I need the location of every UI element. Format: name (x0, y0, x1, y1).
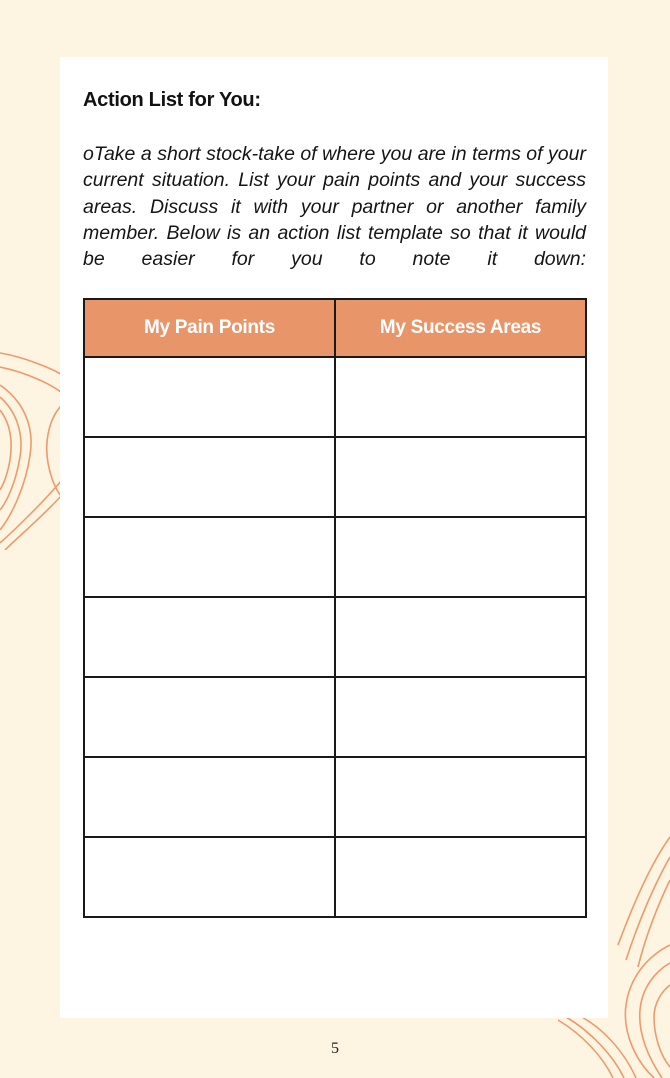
action-list-table (83, 298, 587, 918)
success-area-cell[interactable] (335, 357, 586, 437)
table-header-row (84, 299, 586, 357)
table-row (84, 357, 586, 437)
success-area-cell[interactable] (335, 437, 586, 517)
success-area-cell[interactable] (335, 677, 586, 757)
instruction-paragraph: oTake a short stock-take of where you are in terms of your current situation. List your pain points and your success areas. Discuss it with your partner or another family member. Below is an action list template so that it would be easier for you to note it down: (83, 143, 586, 271)
pain-point-cell[interactable] (84, 677, 335, 757)
success-area-cell[interactable] (335, 597, 586, 677)
page-number: 5 (331, 1040, 339, 1057)
table-row (84, 517, 586, 597)
pain-point-cell[interactable] (84, 837, 335, 917)
table-row (84, 437, 586, 517)
table-row (84, 757, 586, 837)
page-card (60, 57, 608, 1018)
success-area-cell[interactable] (335, 757, 586, 837)
pain-points-header: My Pain Points (84, 299, 335, 357)
pain-point-cell[interactable] (84, 437, 335, 517)
success-area-cell[interactable] (335, 837, 586, 917)
pain-point-cell[interactable] (84, 517, 335, 597)
success-area-cell[interactable] (335, 517, 586, 597)
table-row (84, 597, 586, 677)
table-row (84, 677, 586, 757)
pain-point-cell[interactable] (84, 357, 335, 437)
pain-point-cell[interactable] (84, 757, 335, 837)
pain-point-cell[interactable] (84, 597, 335, 677)
table-row (84, 837, 586, 917)
section-heading: Action List for You: (83, 89, 261, 111)
success-areas-header: My Success Areas (335, 299, 586, 357)
decorative-contour-lines-left (0, 345, 62, 550)
